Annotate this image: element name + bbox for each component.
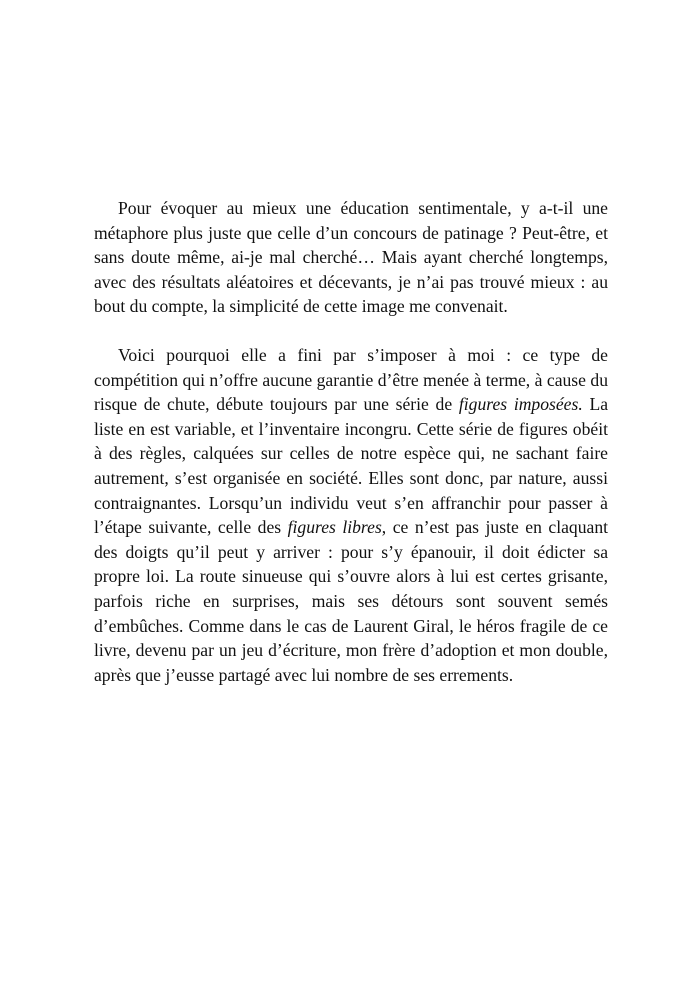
italic-figures-libres: figures libres: [287, 517, 382, 538]
paragraph-2-text-a: Voici pourquoi elle a fini par s’imposer à moi : ce type de compétition qui n’offre aucune garantie d’être menée à terme, à cause du risque de chute, débute toujours par une série de: [94, 344, 608, 415]
book-page-text: [94, 196, 608, 687]
paragraph-2-text-c: , ce n’est pas juste en claquant des doigts qu’il peut y arriver : pour s’y épanouir, il doit édicter sa propre loi. La route sinueuse qui s’ouvre alors à lui est certes grisante, parfois riche en surprises, mais ses détours sont souvent semés d’embûches. Comme dans le cas de Laurent Giral, le héros fragile de ce livre, devenu par un jeu d’écriture, mon frère d’adoption et mon double, après que j’eusse partagé avec lui nombre de ses errements.: [94, 517, 609, 685]
paragraph-2: [94, 343, 608, 687]
paragraph-1: [94, 196, 608, 319]
paragraph-1-text: Pour évoquer au mieux une éducation sentimentale, y a-t-il une métaphore plus juste que celle d’un concours de patinage ? Peut-être, et sans doute même, ai-je mal cherché… Mais ayant cherché longtemps, avec des résultats aléatoires et décevants, je n’ai pas trouvé mieux : au bout du compte, la simplicité de cette image me convenait.: [94, 198, 608, 317]
paragraph-2-text-b: La liste en est variable, et l’inventaire incongru. Cette série de figures obéit à des règles, calquées sur celles de notre espèce qui, ne sachant faire autrement, s’est organisée en société. Elles sont donc, par nature, aussi contraignantes. Lorsqu’un individu veut s’en affranchir pour passer à l’étape suivante, celle des: [94, 394, 608, 538]
italic-figures-imposees: figures imposées.: [458, 394, 583, 415]
